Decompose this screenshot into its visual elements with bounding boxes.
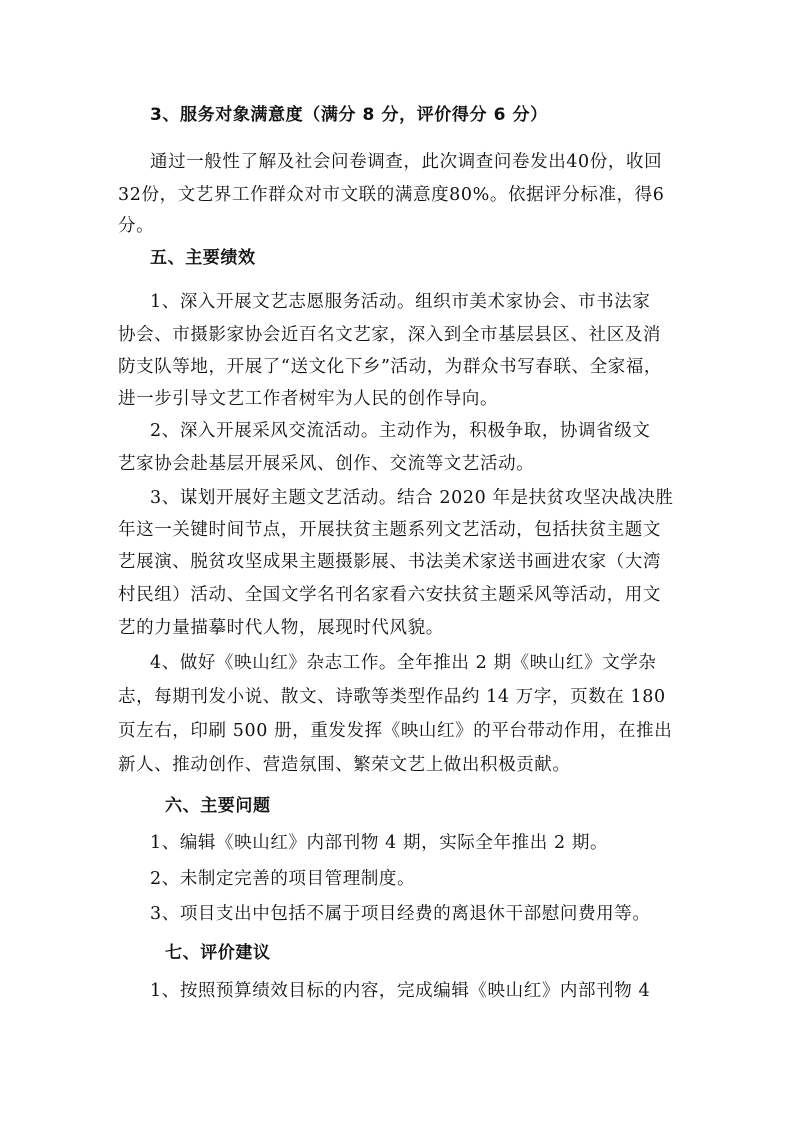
section-heading-performance: 五、主要绩效 — [150, 248, 256, 268]
paragraph-line: 防支队等地，开展了“送文化下乡”活动，为群众书写春联、全家福， — [118, 357, 662, 377]
paragraph-line: 艺的力量描摹时代人物，展现时代风貌。 — [118, 618, 444, 638]
paragraph-line: 页左右，印刷 500 册，重发发挥《映山红》的平台带动作用，在推出 — [118, 721, 673, 741]
paragraph-line: 1、深入开展文艺志愿服务活动。组织市美术家协会、市书法家 — [150, 292, 651, 312]
paragraph-line: 1、按照预算绩效目标的内容，完成编辑《映山红》内部刊物 4 — [150, 981, 651, 1001]
section-heading-recommendations: 七、评价建议 — [165, 943, 271, 963]
paragraph-line: 协会、市摄影家协会近百名文艺家，深入到全市基层县区、社区及消 — [118, 325, 661, 345]
section-heading-problems: 六、主要问题 — [165, 796, 271, 816]
paragraph-line: 1、编辑《映山红》内部刊物 4 期，实际全年推出 2 期。 — [150, 833, 609, 853]
paragraph-line: 艺家协会赴基层开展采风、创作、交流等文艺活动。 — [118, 454, 535, 474]
paragraph-line: 32份，文艺界工作群众对市文联的满意度80%。依据评分标准，得6 — [118, 185, 665, 205]
paragraph-line: 艺展演、脱贫攻坚成果主题摄影展、书法美术家送书画进农家（大湾 — [118, 552, 661, 572]
paragraph-line: 通过一般性了解及社会问卷调查，此次调查问卷发出40份，收回 — [150, 152, 663, 172]
paragraph-line: 3、项目支出中包括不属于项目经费的离退休干部慰问费用等。 — [150, 904, 651, 924]
paragraph-line: 志，每期刊发小说、散文、诗歌等类型作品约 14 万字，页数在 180 — [118, 687, 666, 707]
paragraph-line: 新人、推动创作、营造氛围、繁荣文艺上做出积极贡献。 — [118, 755, 571, 775]
paragraph-line: 2、未制定完善的项目管理制度。 — [150, 869, 416, 889]
paragraph-line: 4、做好《映山红》杂志工作。全年推出 2 期《映山红》文学杂 — [150, 653, 657, 673]
paragraph-line: 进一步引导文艺工作者树牢为人民的创作导向。 — [118, 389, 499, 409]
paragraph-line: 年这一关键时间节点，开展扶贫主题系列文艺活动，包括扶贫主题文 — [118, 520, 661, 540]
section-heading-satisfaction: 3、服务对象满意度（满分 8 分，评价得分 6 分） — [150, 105, 548, 125]
paragraph-line: 村民组）活动、全国文学名刊名家看六安扶贫主题采风等活动，用文 — [118, 585, 661, 605]
paragraph-line: 分。 — [118, 216, 155, 236]
paragraph-line: 3、谋划开展好主题文艺活动。结合 2020 年是扶贫攻坚决战决胜 — [150, 488, 674, 508]
paragraph-line: 2、深入开展采风交流活动。主动作为，积极争取，协调省级文 — [150, 421, 651, 441]
